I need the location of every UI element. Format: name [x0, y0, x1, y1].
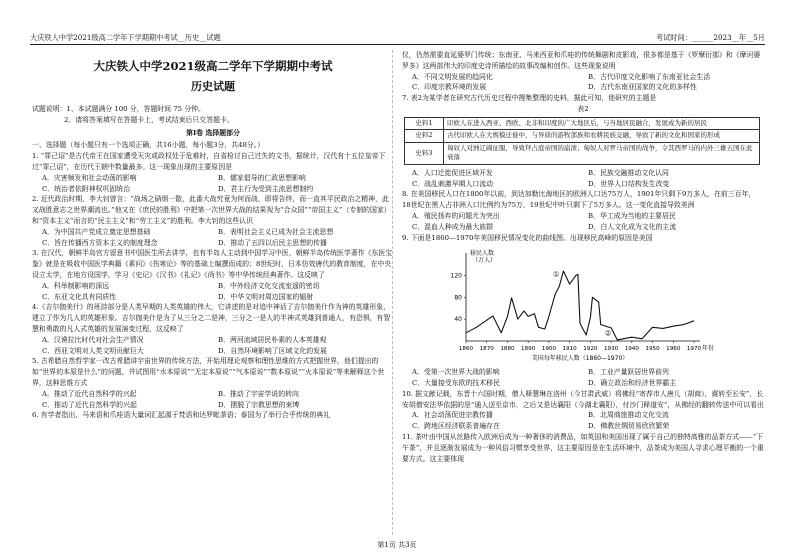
question-stem: 8. 在美国移民人口在1800年以前，到达加勒比海地区的欧洲人口达75万人，1901年只剩下9万多人，在前三百年，18世纪在黑人占非洲人口比例约为75万，19世纪中叶只剩下了5万多人。这一变化直接导致美洲 — [402, 190, 756, 210]
option-c: C．混血人种成为最大族群 — [412, 222, 494, 231]
exam-title: 大庆铁人中学2021级高二学年下学期期中考试 — [93, 59, 333, 73]
question-stem: 仪，仍然需要直延婆罗门传统；东南亚、马来西亚和爪哇的传统舞剧和皮影戏，很多都是基于《罗摩衍那》和《摩诃婆罗多》这两部伟大的印度史诗所描绘的故事改编和创作。这些现象说明 — [402, 51, 761, 70]
page-header — [30, 32, 765, 45]
option-c: C．大量接受东欧的技术移民 — [412, 378, 500, 387]
option-b: B．北周商旅推动文化交流 — [588, 411, 669, 420]
section-title: 第Ⅰ卷 选择题部分 — [186, 128, 240, 137]
table-cell-key: 史料1 — [405, 117, 444, 130]
question-3 — [32, 248, 394, 302]
option-b: B．古代印度文化影响了东南亚社会生活 — [588, 72, 711, 81]
header-exam-time: 考试时间：______2023__年__5月 — [655, 33, 765, 42]
option-d: D．自然环境影响了区域文化的发展 — [218, 346, 327, 355]
question-2 — [32, 194, 394, 248]
question-1 — [32, 151, 394, 194]
question-stem: 5. 古希腊自然哲学家一改古希腊讲宇宙世界的传统方法，开始用理论观察和理性思维的方式把握世界，他们提出的如“世界的本原是什么”的问题，并试图用“水本原说”“无定本原说”“气本原说”“数本原说”“火本原说”等来解释这个世界，这种思维方式 — [32, 357, 385, 387]
x-tick-label: 1910 — [562, 346, 577, 353]
option-d: D．摆脱了宗教思想的束缚 — [218, 400, 300, 409]
y-tick-label: 80 — [454, 294, 462, 302]
question-11 — [402, 432, 764, 464]
exam-note-1: 试题说明：1、本试题满分 100 分，答题时间 75 分钟。 — [32, 105, 205, 113]
option-c: C．推动了近代自然科学的兴起 — [42, 400, 137, 409]
option-c: C．统治者依附神权巩固统治 — [42, 184, 130, 193]
table-cell-key: 史料3 — [405, 142, 444, 164]
option-a: A．人口迁徙促进区域开发 — [412, 168, 493, 177]
option-a: A．为中国共产党成立奠定思想基础 — [42, 227, 151, 236]
question-stem: 3. 在汉代，朝鲜半岛官方留意书中国医生所去讲学，也有半岛人主动到中国学习中医，朝鲜半岛传统医学著作《东医宝鉴》就是在吸收中国医学典籍《素问》《伤寒论》等的基础上编撰而成的；8世纪时，日本仿效唐代的教育制度，在中央设立太学，在地方设国学，学习《史记》《汉书》《礼记》《尚书》等中华传统经典著作。这反映了 — [32, 249, 393, 279]
option-b: B．民族交融推动文化认同 — [588, 168, 669, 177]
question-4 — [32, 302, 394, 356]
option-b: B．两河流域居民朴素的人本英雄观 — [218, 335, 327, 344]
option-a: A．殖民扬弃的问题尤为突出 — [412, 211, 500, 220]
page-footer: 第1页 共3页 — [377, 541, 417, 549]
x-tick-label: 1940 — [624, 346, 639, 353]
option-d: D．君主行为受到主流思想制约 — [218, 184, 314, 193]
option-c: C．旨在传播西方资本主义的制度理念 — [42, 238, 158, 247]
question-7 — [402, 93, 764, 189]
y-tick-label: 40 — [454, 316, 462, 324]
left-column — [32, 50, 394, 421]
question-stem: 11. 茶叶由中国从丝路传入欧洲后成为一种奢侈的消费品，如英国和美国出现了属于自己的独特高雅的品茶方式——“下午茶”，并且逐渐发展成为一种风俗习惯享受世界，这主要原因是在生活环境中，品茶成为美国人寻求心理平衡的一个重要方式。这主要体现 — [402, 432, 764, 463]
question-6-continued — [402, 50, 764, 93]
option-c: C．西亚文明对人类文明贡献巨大 — [42, 346, 144, 355]
option-a: A．汉谟拉比时代对社会生产情况 — [42, 335, 144, 344]
y-axis-unit: （万人） — [472, 257, 497, 265]
x-tick-label: 1900 — [541, 346, 557, 353]
question-8 — [402, 189, 764, 232]
question-stem: 9. 下面是1860—1970年美国移民情况变化的曲线图。出现移民高峰的原因是美国 — [402, 233, 653, 242]
y-axis-label: 移民人数 — [470, 250, 495, 258]
question-10 — [402, 389, 764, 432]
x-tick-label: 1890 — [521, 346, 536, 353]
chart-title: 美国每年移民人数（1860—1970） — [531, 355, 629, 363]
question-5 — [32, 356, 394, 410]
table-caption: 表2 — [577, 104, 589, 113]
x-tick-label: 1950 — [645, 346, 660, 353]
x-tick-label: 1970 — [686, 346, 702, 353]
question-stem: 4.《吉尔伽美什》的班詩部分是人类早期的人类英雄的伟大，它讲述的是对追中神话了吉尔伽美什作为神的英雄形象，建立了作为几人的英雄形象。吉尔伽美什是为了从三分之二是神，三分之一是人的半神式英雄到普通人，有恐惧，有智慧和勇敢的凡人式英雄的发展演变过程，这反映了 — [32, 303, 391, 333]
header-exam-name: 大庆铁人中学2021级高二学年下学期期中考试__历史__试题 — [30, 33, 221, 42]
option-a: A．推动了近代自然科学的兴起 — [42, 389, 137, 398]
table-row — [405, 142, 760, 164]
exam-note-2: 2、请将答案填写在答题卡上，考试结束后只交答题卡。 — [64, 115, 234, 124]
table-cell-text: 古代印欧人在大规模迁徙中，与异质的游牧部族和农耕民族交融，导致了新的文化和国家的形成 — [444, 130, 760, 143]
option-d: D．中华文明对周边国家的辐射 — [218, 292, 314, 301]
section-intro: 一、选择题（每小题只有一个选项正确，共16小题，每小题3分，共48分。） — [32, 141, 265, 150]
option-c: C．印度宗教环境的发展 — [412, 83, 487, 92]
option-a: A．科举制影响的深远 — [42, 281, 109, 290]
right-column — [402, 50, 764, 464]
option-a: A．社会动荡促进宗教传播 — [412, 411, 493, 420]
annotation-1: ① — [553, 270, 560, 279]
x-tick-label: 1920 — [583, 346, 598, 353]
option-d: D．推动了五四以后民主思想的传播 — [218, 238, 327, 247]
option-b: B．华工成为当地的主要居民 — [588, 211, 676, 220]
question-9 — [402, 233, 764, 389]
option-c: C．跨地区经济联系普遍存在 — [412, 422, 500, 431]
option-b: B．儒家倡导的仁政思想影响 — [218, 173, 306, 182]
x-tick-label: 1870 — [479, 346, 494, 353]
x-tick-label: 1930 — [603, 346, 619, 353]
table-cell-text: 匈奴人对洲辽阔征服，导致拜占庭帝国的崩溃；匈奴人对罗马帝国的战争，令其西罗马的内外三雄五国在此衰落 — [444, 142, 760, 164]
immigration-series-line — [466, 271, 694, 340]
exam-subtitle: 历史试题 — [191, 80, 235, 93]
option-a: A．灾害频发和社会动荡的影响 — [42, 173, 137, 182]
table-row — [405, 130, 760, 143]
x-axis-label: 年份 — [702, 345, 715, 353]
question-stem: 1. “罪己诏”是古代帝王在国家遭受天灾或政权处于危难时，自省检讨自己过失的文书，据统计，汉代有十五位皇帝下过“罪己诏”，在历代王朝中数量最多。这一现象出现的主要原因是 — [32, 152, 386, 171]
question-6 — [32, 410, 394, 421]
option-b: B．推动了宇宙学说的转向 — [218, 389, 299, 398]
option-d: D．古代东南亚国家的文化的多样性 — [588, 83, 697, 92]
question-stem: 10. 据文献记载，东晋十六国时期，僧人释慧琳在洛州（今甘肃武威）将佛经“寄荐市人唐儿（胡商），震转至长安”，长安胡僧安法华依据的是“通人送至京市，之后又是达襄阳（今湖北襄阳），付沙门释道安”，从佛经的翻转传送中可以看出 — [402, 389, 764, 409]
option-c: C．东亚文化具有同质性 — [42, 292, 117, 301]
option-d: D．佛教丝绸贸易欣欣繁荣 — [588, 422, 670, 431]
source-table — [404, 117, 760, 165]
table-row — [405, 117, 760, 130]
x-tick-label: 1860 — [458, 346, 474, 353]
question-stem: 7. 表2为某学者在研究古代历史过程中搜集整理的史料，据此可知，他研究的主题是 — [402, 94, 657, 103]
option-b: B．表明社会主义已成为社会主流思想 — [218, 227, 334, 236]
option-b: B．工业产量跃居世界前列 — [588, 368, 669, 377]
x-tick-label: 1960 — [666, 346, 681, 353]
option-a: A．不同文明发展的趋同化 — [412, 72, 493, 81]
option-d: D．白人文化成为文化的主流 — [588, 222, 677, 231]
x-tick-label: 1880 — [500, 346, 515, 353]
option-d: D．世界人口结构发生改变 — [588, 179, 670, 188]
table-cell-key: 史料2 — [405, 130, 444, 143]
table-cell-text: 印欧人在进入西亚、西欧、北非和印度的广大地区后，与当地居民融合，发展成为新的居民 — [444, 117, 760, 130]
option-b: B．中外经济文化交流室遥的密切 — [218, 281, 320, 290]
question-stem: 6. 有学者指出，马来语和爪哇语大量词汇起源于梵语和达罗毗荼语；泰国为了举行合乎传统的典礼 — [32, 411, 331, 420]
option-a: A．受第一次世界大战的影响 — [412, 368, 500, 377]
immigration-line-chart — [432, 245, 732, 363]
question-stem: 2. 近代政治时期，李大钊曾言：“战场之硝烟一散，此番大战究竟为何而战，即将告终，而一直其平民政治之精神，此又战胜意志之世界潮流也。”他又在《庶民的胜利》中把第一次世界大战的结果视为“合众国”“帝国主义”（专制的国家）和“资本主义”而言的“民主主义”和“劳工主义”的胜利。李大钊的这些认识 — [32, 195, 391, 225]
annotation-2: ② — [604, 329, 612, 338]
option-c: C．战乱刺激早期人口流动 — [412, 179, 494, 188]
y-tick-label: 120 — [450, 272, 462, 280]
option-d: D．确立政治和经济世界霸主 — [588, 378, 677, 387]
